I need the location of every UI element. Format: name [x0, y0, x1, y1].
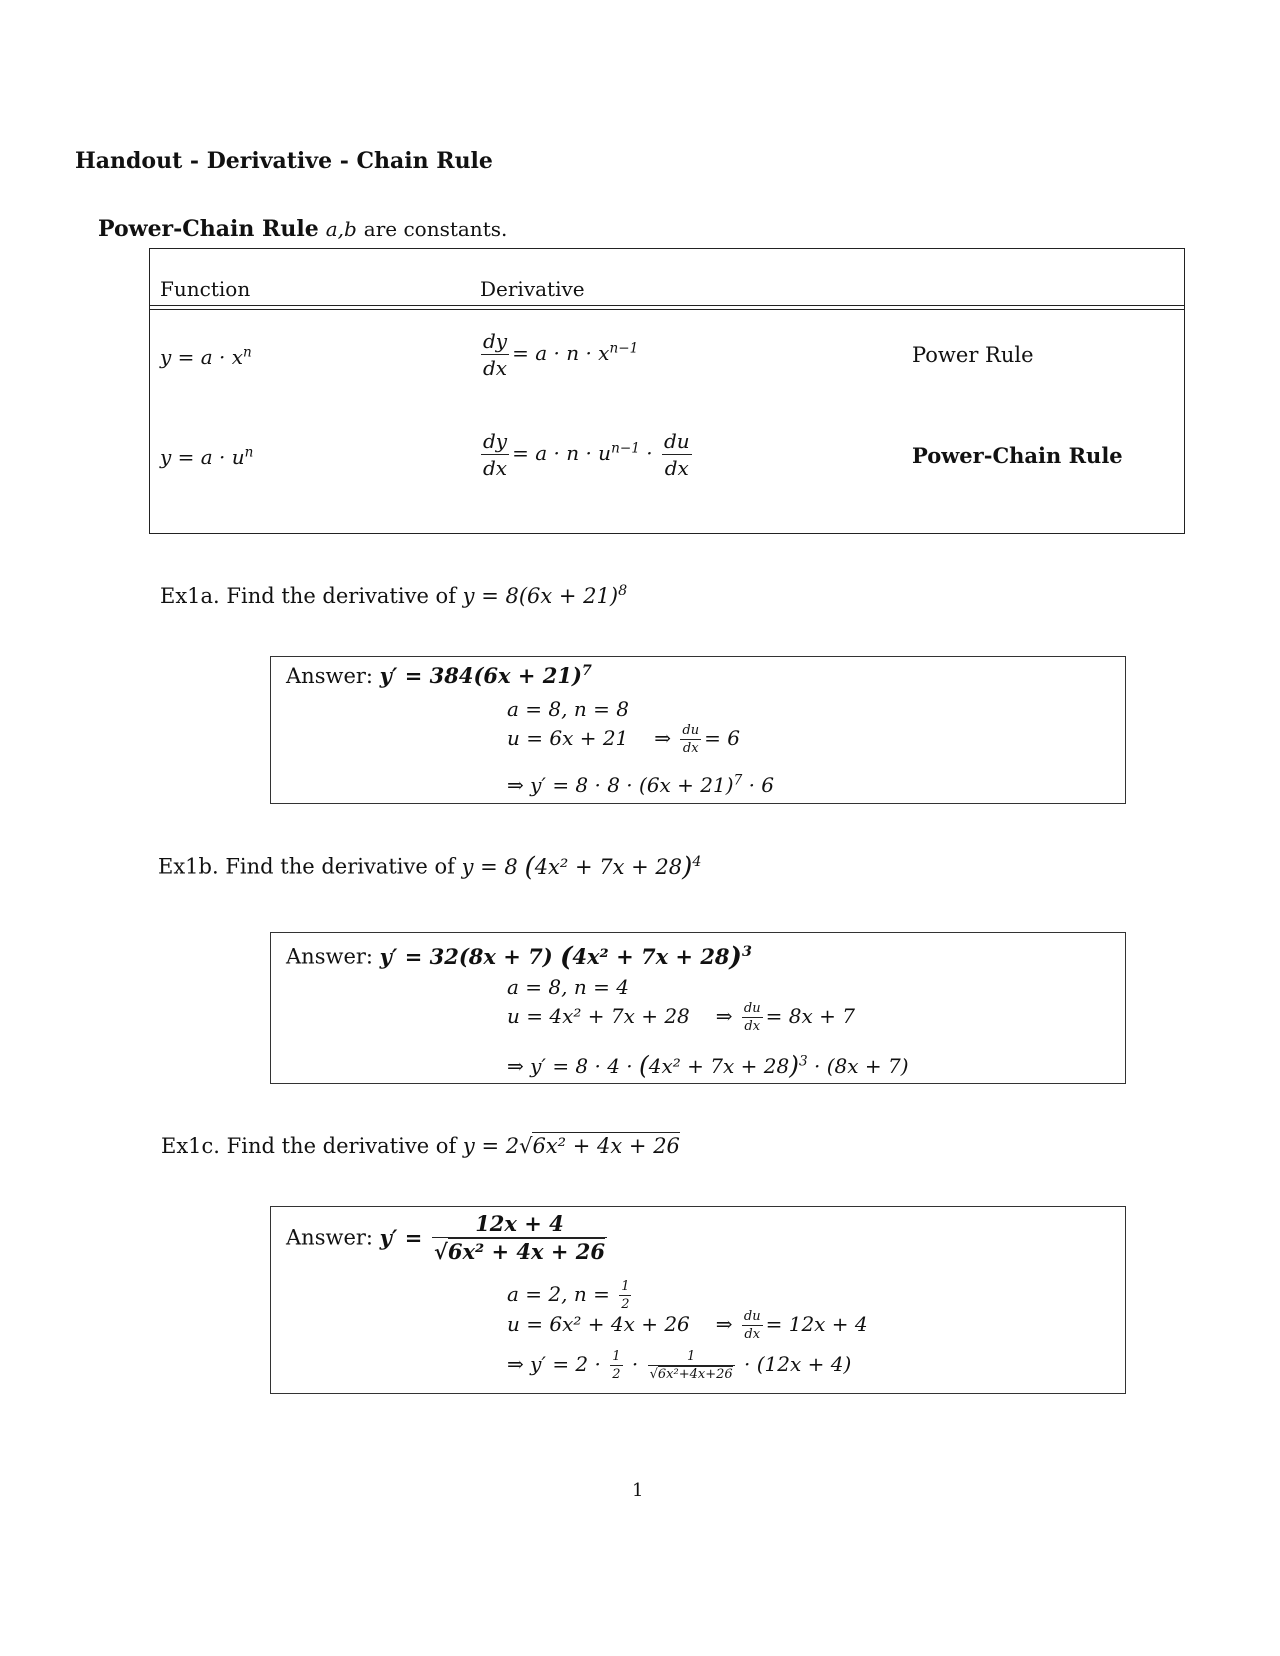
example-1c-answer-box [270, 1206, 1126, 1394]
example-1b-prompt: Ex1b. Find the derivative of y = 8 $(4x^2 + 7x + 28)^4$ [158, 852, 702, 882]
example-1b-step-result: ⇒ $y' = 8 \cdot 4 \cdot (4x^2 + 7x + 28)^3 \cdot (8x + 7)$ [507, 1051, 909, 1080]
example-1a-step-u: u = 6x + 21 ⇒ $\frac{du}{dx}$ = 6 [507, 723, 740, 756]
example-1c-step-u: u = 6x² + 4x + 26 ⇒ $\frac{du}{dx}$ = 12x + 4 [507, 1309, 868, 1342]
example-1a-step-result: ⇒ $y' = 8 \cdot 8 \cdot (6x + 21)^7 \cdot 6$ [507, 772, 775, 797]
rule-table [149, 248, 1185, 534]
example-1b-answer: Answer: y′ = 32(8x + 7) $(4x^2 + 7x + 28)^3$ [286, 941, 752, 972]
example-1c-answer: Answer: y′ = $\frac{12x + 4}{\text{√6x² + 4x + 26}}$ [286, 1211, 605, 1264]
sqrt-symbol: √6x² + 4x + 26 [519, 1134, 680, 1158]
header-derivative: Derivative [480, 277, 585, 301]
row-function-power-chain: $y = a \cdot u^n$ [160, 444, 254, 469]
row-derivative-power-chain: $\frac{dy}{dx}$ = $a \cdot n \cdot u^{n-1}$ · $\frac{du}{dx}$ [483, 429, 690, 480]
row-derivative-power: $\frac{dy}{dx}$ = $a \cdot n \cdot x^{n-1}$ [483, 329, 639, 380]
section-heading [98, 216, 507, 242]
example-1a-step-constants: a = 8, n = 8 [507, 697, 629, 721]
example-1b-step-constants: a = 8, n = 4 [507, 975, 629, 999]
header-function: Function [160, 277, 251, 301]
rule-name-power: Power Rule [912, 343, 1034, 367]
page-title: Handout - Derivative - Chain Rule [75, 148, 493, 174]
row-function-power: $y = a \cdot x^n$ [160, 344, 252, 369]
du-dx-fraction: $\frac{du}{dx}$ [663, 429, 690, 480]
section-title: Power-Chain Rule [98, 216, 319, 242]
dy-dx-fraction: $\frac{dy}{dx}$ [483, 329, 508, 380]
example-1a-answer-box [270, 656, 1126, 804]
example-1a-prompt: Ex1a. Find the derivative of $y = 8(6x + 21)^8$ [160, 583, 628, 608]
example-1c-prompt: Ex1c. Find the derivative of y = 2√6x² + 4x + 26 [161, 1134, 680, 1158]
example-1b-answer-box [270, 932, 1126, 1084]
example-1a-answer: Answer: $y' = 384(6x + 21)^7$ [286, 663, 592, 688]
example-1b-step-u: u = 4x² + 7x + 28 ⇒ $\frac{du}{dx}$ = 8x + 7 [507, 1001, 855, 1034]
constants-note: are constants. [363, 217, 508, 241]
answer-fraction: $\frac{12x + 4}{\text{√6x² + 4x + 26}}$ [434, 1211, 605, 1264]
page-number: 1 [632, 1480, 644, 1501]
header-divider-double [150, 309, 1184, 310]
example-1c-step-result: ⇒ y′ = 2 · $\frac{1}{2}$ · $\frac{1}{\text{√6x²+4x+26}}$ · (12x + 4) [507, 1349, 852, 1382]
example-1c-step-constants: a = 2, n = $\frac{1}{2}$ [507, 1279, 630, 1312]
dy-dx-fraction: $\frac{dy}{dx}$ [483, 429, 508, 480]
header-divider [150, 305, 1184, 306]
constants-vars: a,b [325, 217, 357, 241]
rule-name-power-chain: Power-Chain Rule [912, 443, 1123, 468]
